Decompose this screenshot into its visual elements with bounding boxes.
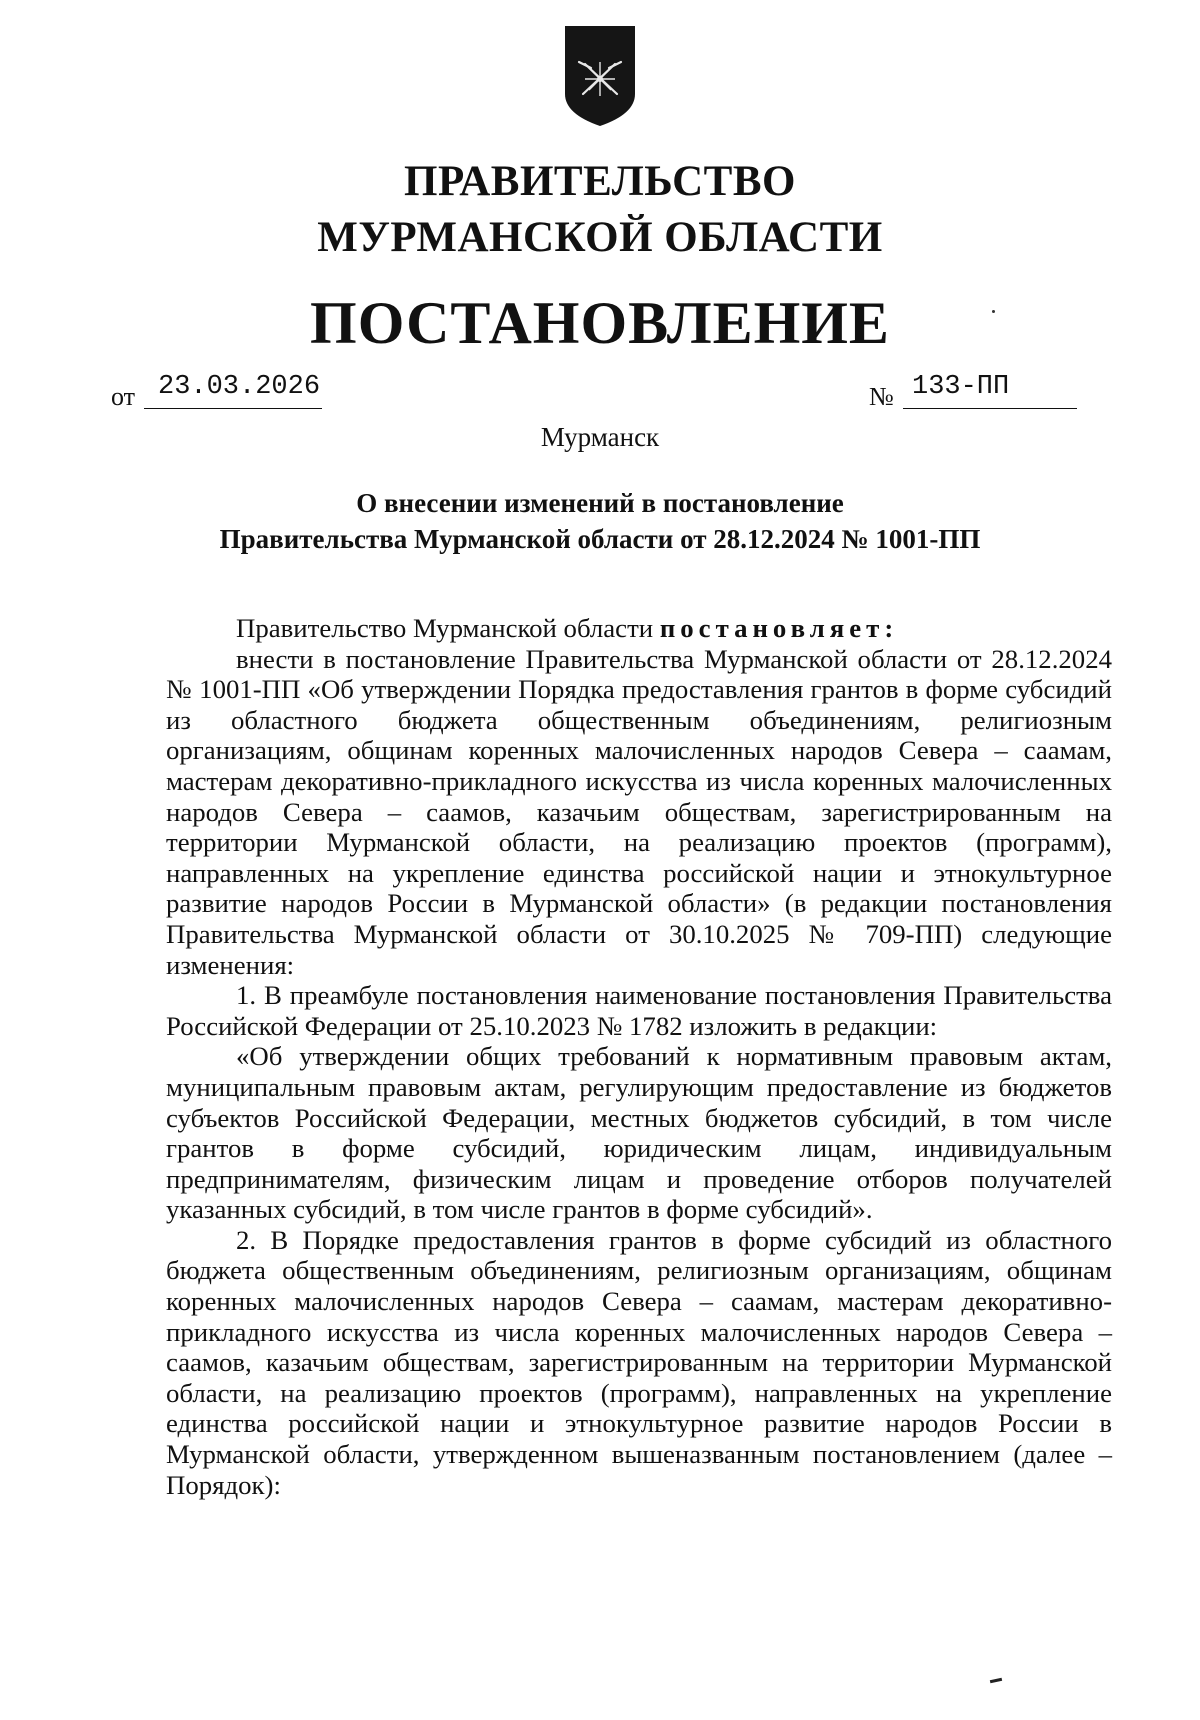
- document-number: 133-ПП: [912, 372, 1010, 402]
- number-underline: [903, 408, 1077, 409]
- scan-speck: [992, 310, 995, 313]
- org-title-line1: ПРАВИТЕЛЬСТВО: [404, 158, 796, 205]
- subject-line1: О внесении изменений в постановление: [356, 488, 844, 518]
- document-subject: [0, 485, 1200, 557]
- decree-intro-paragraph: [166, 613, 1112, 644]
- date-label: от: [111, 382, 136, 411]
- organization-title: [0, 154, 1200, 266]
- decree-intro-text: Правительство Мурманской области: [236, 613, 654, 643]
- document-body: [166, 613, 1112, 1500]
- paragraph-item-2: 2. В Порядке предоставления грантов в форме субсидий из областного бюджета общественным объединениям, религиозным организациям, общинам коренных малочисленных народов Севера – саамам, мастерам декоративно-прикладного искусства из числа коренных малочисленных народов Севера – саамов, казачьим обществам, зарегистрированным на территории Мурманской области, на реализацию проектов (программ), направленных на укрепление единства российской нации и этнокультурное развитие народов России в Мурманской области, утвержденном вышеназванным постановлением (далее – Порядок):: [166, 1224, 1112, 1500]
- paragraph-amend: внести в постановление Правительства Мурманской области от 28.12.2024 № 1001-ПП «Об утверждении Порядка предоставления грантов в форме субсидий из областного бюджета общественным объединениям, религиозным организациям, общинам коренных малочисленных народов Севера – саамам, мастерам декоративно-прикладного искусства из числа коренных малочисленных народов Севера – саамов, казачьим обществам, зарегистрированным на территории Мурманской области, на реализацию проектов (программ), направленных на укрепление единства российской нации и этнокультурное развитие народов России в Мурманской области» (в редакции постановления Правительства Мурманской области от 30.10.2025 № 709-ПП) следующие изменения:: [166, 643, 1112, 980]
- org-title-line2: МУРМАНСКОЙ ОБЛАСТИ: [317, 214, 883, 261]
- paragraph-item-1: 1. В преамбуле постановления наименование постановления Правительства Российской Федерации от 25.10.2023 № 1782 изложить в редакции:: [166, 980, 1112, 1041]
- paragraph-quote: «Об утверждении общих требований к нормативным правовым актам, муниципальным правовым актам, регулирующим предоставление из бюджетов субъектов Российской Федерации, местных бюджетов субсидий, в том числе грантов в форме субсидий, юридическим лицам, индивидуальным предпринимателям, физическим лицам и проведение отборов получателей указанных субсидий, в том числе грантов в форме субсидий».: [166, 1041, 1112, 1225]
- city-name: Мурманск: [540, 422, 660, 452]
- document-date: 23.03.2026: [158, 372, 321, 402]
- document-type-heading: ПОСТАНОВЛЕНИЕ: [310, 290, 890, 356]
- decree-word: постановляет:: [659, 613, 899, 643]
- scan-speck: [990, 1678, 1002, 1683]
- date-underline: [144, 408, 322, 409]
- number-label: №: [869, 382, 894, 411]
- subject-line2: Правительства Мурманской области от 28.12.2024 № 1001-ПП: [219, 524, 981, 554]
- coat-of-arms-emblem-icon: [561, 24, 639, 128]
